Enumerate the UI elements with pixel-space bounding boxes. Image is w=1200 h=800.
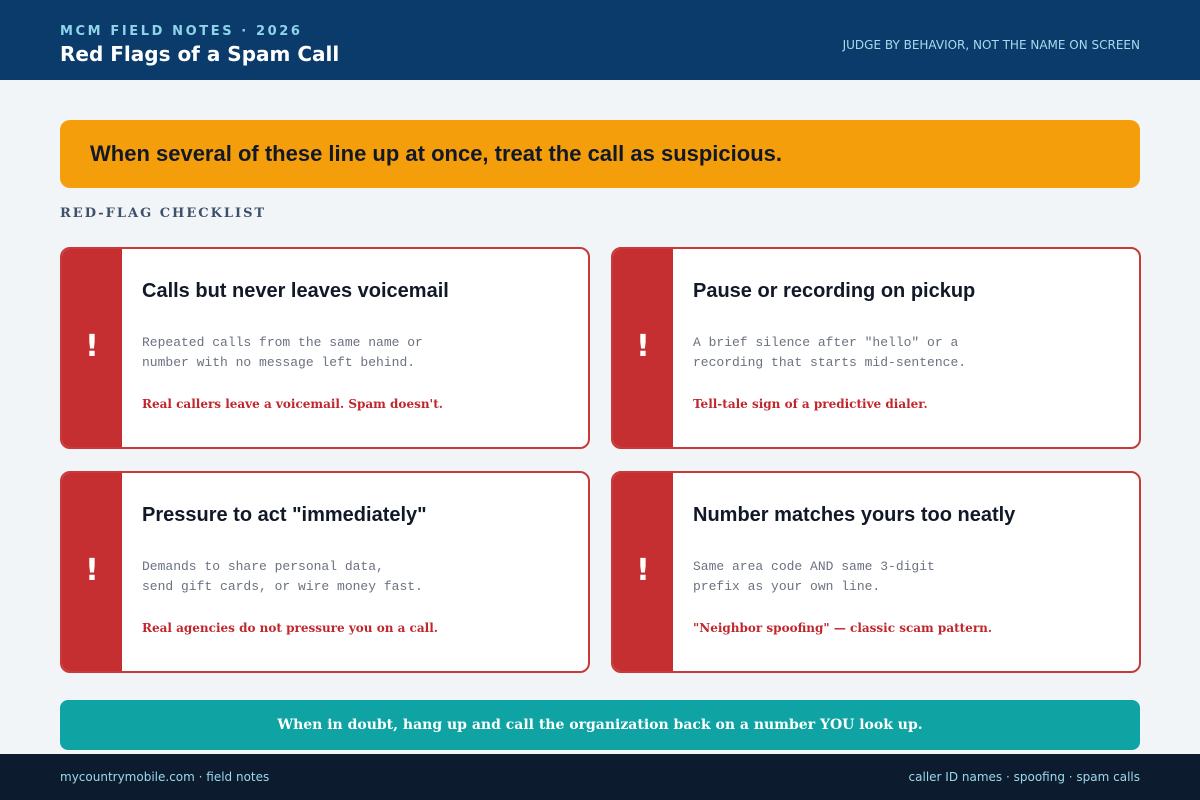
header-tagline: JUDGE BY BEHAVIOR, NOT THE NAME ON SCREEN xyxy=(842,38,1140,52)
exclamation-icon: ! xyxy=(636,553,650,588)
red-flag-card-pressure xyxy=(60,471,590,673)
exclamation-icon: ! xyxy=(636,329,650,364)
card-description-line: number with no message left behind. xyxy=(142,355,416,370)
card-flag-strip xyxy=(62,249,122,447)
card-description-line: Demands to share personal data, xyxy=(142,559,384,574)
warning-banner-text: When several of these line up at once, treat the call as suspicious. xyxy=(90,141,782,166)
footer-topics: caller ID names · spoofing · spam calls xyxy=(908,770,1140,784)
footer-bar xyxy=(0,754,1200,800)
warning-banner xyxy=(60,120,1140,188)
card-flag-strip xyxy=(613,473,673,671)
card-description-line: A brief silence after "hello" or a xyxy=(693,335,959,350)
exclamation-icon: ! xyxy=(85,553,99,588)
card-description xyxy=(693,557,1123,597)
header-bar xyxy=(0,0,1200,80)
page-title: Red Flags of a Spam Call xyxy=(60,42,340,66)
card-description-line: send gift cards, or wire money fast. xyxy=(142,579,423,594)
card-description-line: prefix as your own line. xyxy=(693,579,881,594)
card-flag-strip xyxy=(613,249,673,447)
header-kicker: MCM FIELD NOTES · 2026 xyxy=(60,24,303,39)
red-flag-card-number-match xyxy=(611,471,1141,673)
card-description xyxy=(142,557,572,597)
card-description xyxy=(142,333,572,373)
card-description-line: Repeated calls from the same name or xyxy=(142,335,423,350)
card-flag-strip xyxy=(62,473,122,671)
card-title: Pressure to act "immediately" xyxy=(142,504,427,526)
card-note: Real callers leave a voicemail. Spam doesn't. xyxy=(142,397,443,411)
card-description xyxy=(693,333,1123,373)
footer-source: mycountrymobile.com · field notes xyxy=(60,770,270,784)
advice-banner-text: When in doubt, hang up and call the organization back on a number YOU look up. xyxy=(277,717,923,733)
card-note: Tell-tale sign of a predictive dialer. xyxy=(693,397,928,411)
card-note: "Neighbor spoofing" — classic scam pattern. xyxy=(693,621,993,635)
checklist-label: RED-FLAG CHECKLIST xyxy=(60,206,267,221)
card-title: Calls but never leaves voicemail xyxy=(142,280,449,302)
card-note: Real agencies do not pressure you on a call. xyxy=(142,621,438,635)
red-flag-card-pause xyxy=(611,247,1141,449)
red-flag-card-voicemail xyxy=(60,247,590,449)
card-description-line: Same area code AND same 3-digit xyxy=(693,559,935,574)
advice-banner xyxy=(60,700,1140,750)
exclamation-icon: ! xyxy=(85,329,99,364)
card-title: Number matches yours too neatly xyxy=(693,504,1016,526)
card-title: Pause or recording on pickup xyxy=(693,280,976,302)
card-description-line: recording that starts mid-sentence. xyxy=(693,355,967,370)
